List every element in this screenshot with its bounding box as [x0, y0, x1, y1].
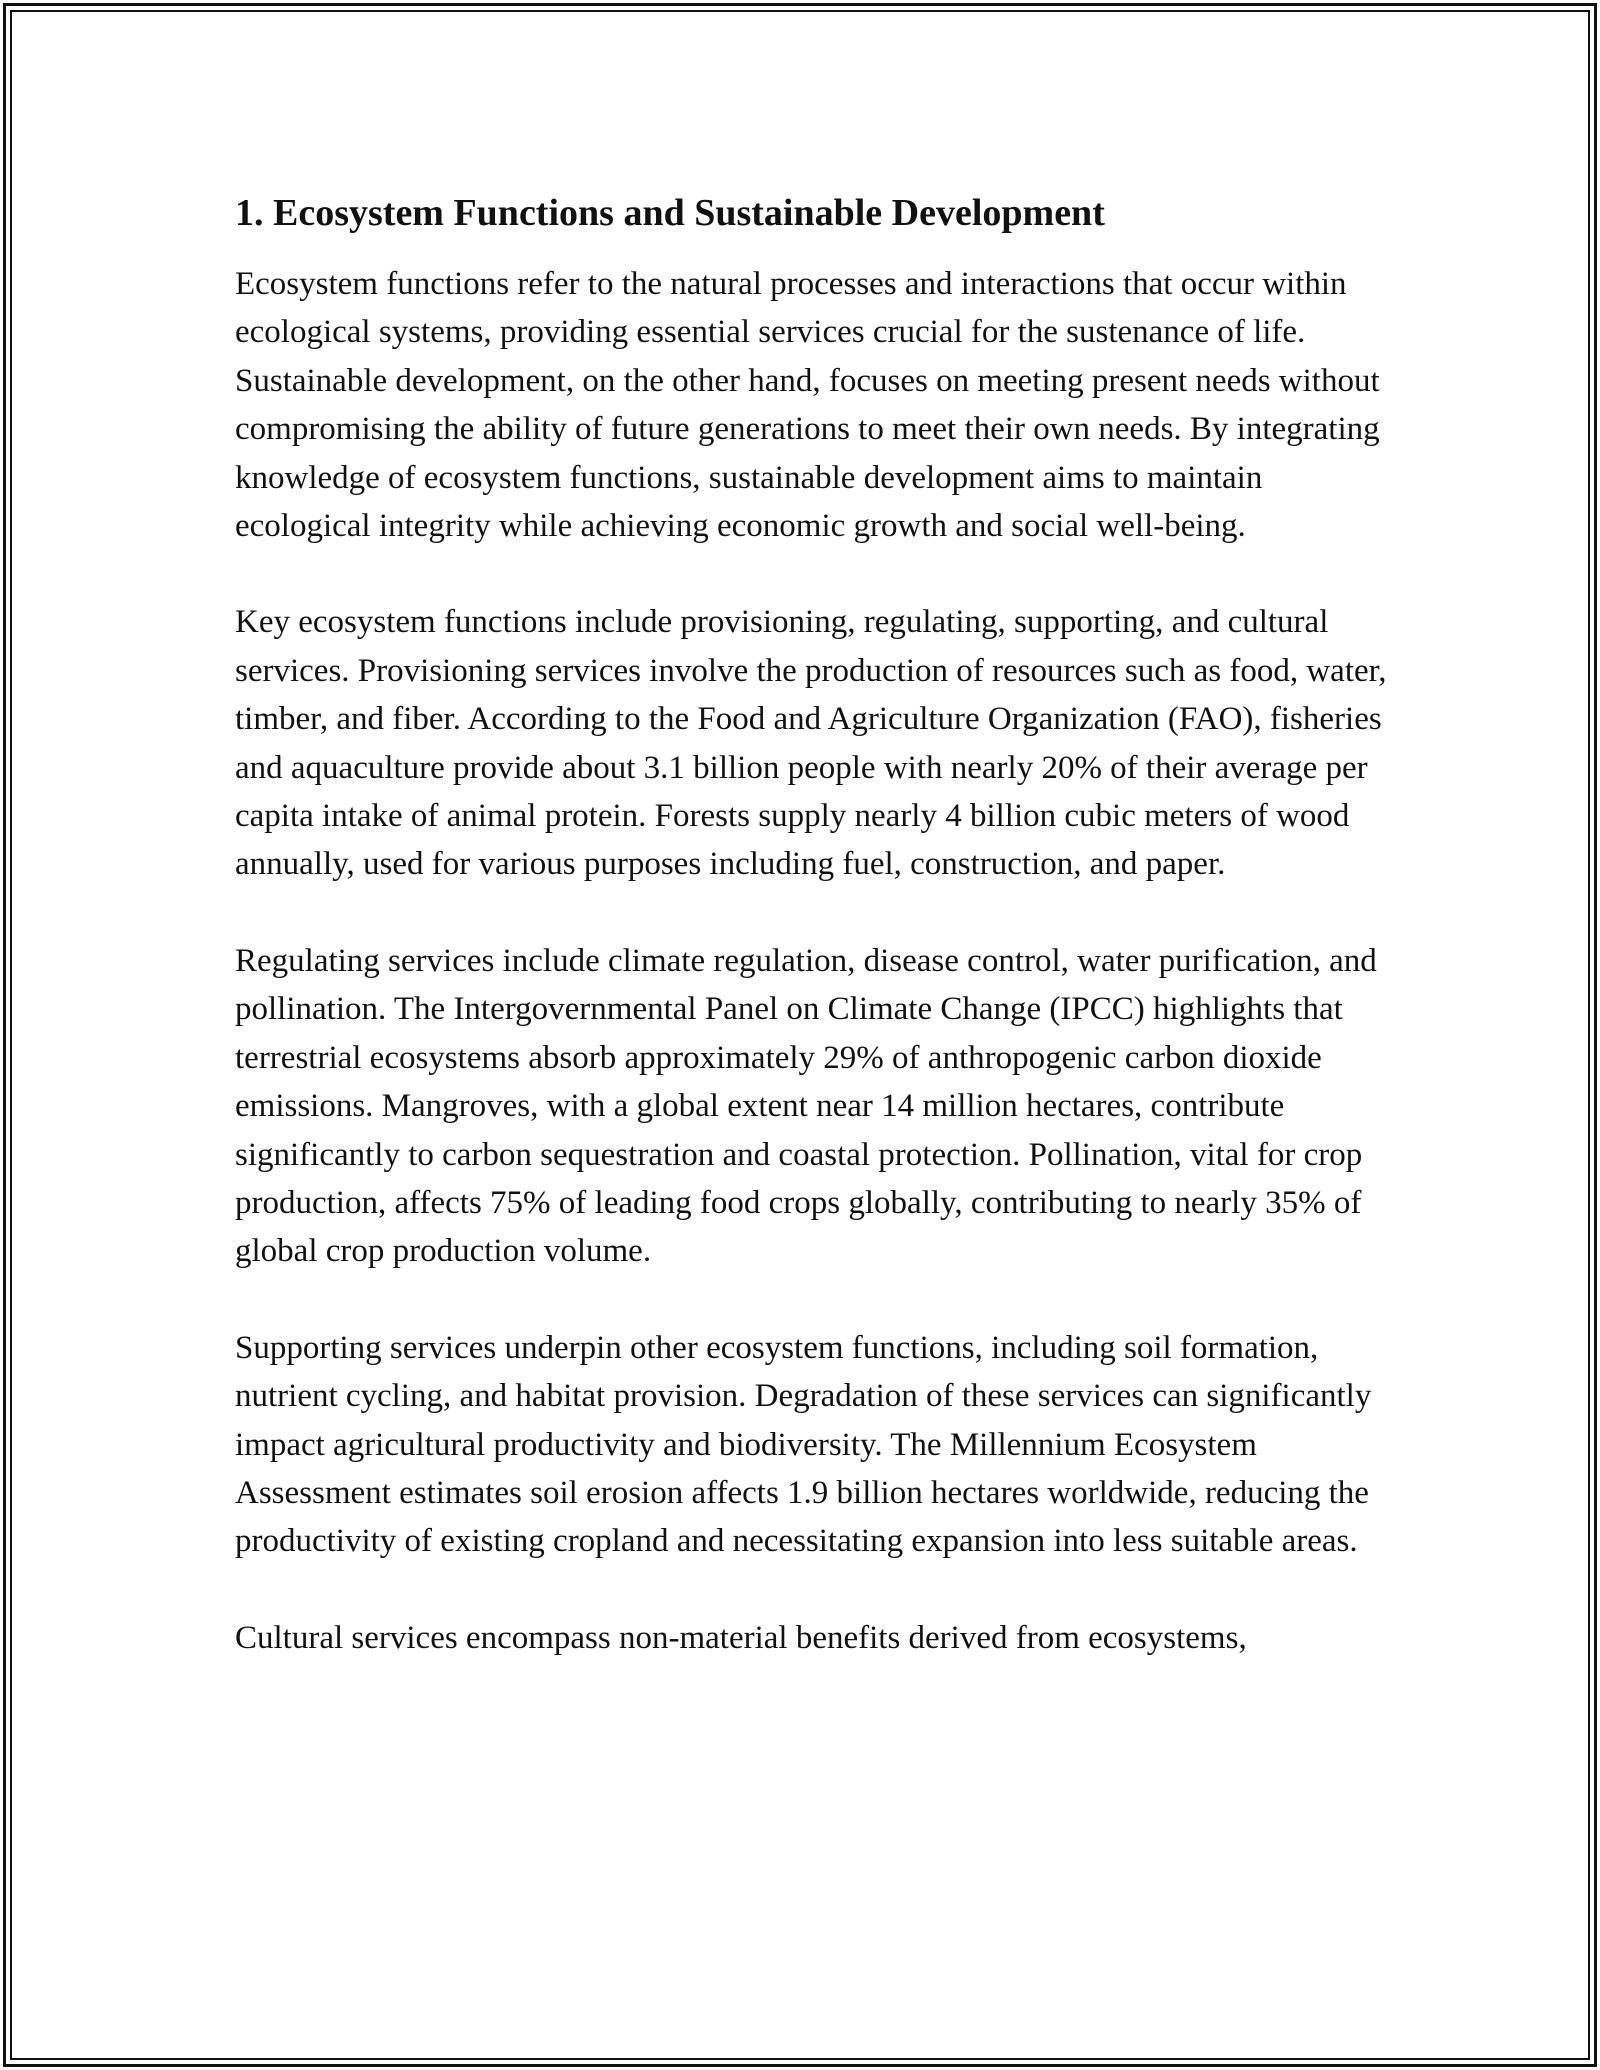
paragraph-regulating-services: Regulating services include climate regulation, disease control, water purification, and pollination. The Intergovernmental Panel on Climate Change (IPCC) highlights that terrestrial ecosystems absorb approximately 29% of anthropogenic carbon dioxide emissions. Mangroves, with a global extent near 14 million hectares, contribute significantly to carbon sequestration and coastal protection. Pollination, vital for crop production, affects 75% of leading food crops globally, contributing to nearly 35% of global crop production volume. [235, 942, 1377, 1270]
paragraph-key-functions: Key ecosystem functions include provisioning, regulating, supporting, and cultural services. Provisioning services involve the production of resources such as food, water, timber, and fiber. According to the Food and Agriculture Organization (FAO), fisheries and aquaculture provide about 3.1 billion people with nearly 20% of their average per capita intake of animal protein. Forests supply nearly 4 billion cubic meters of wood annually, used for various purposes including fuel, construction, and paper. [235, 604, 1387, 883]
paragraph-intro: Ecosystem functions refer to the natural processes and interactions that occur within ecological systems, providing essential services crucial for the sustenance of life. Sustainable development, on the other hand, focuses on meeting present needs without compromising the ability of future generations to meet their own needs. By integrating knowledge of ecosystem functions, sustainable development aims to maintain ecological integrity while achieving economic growth and social well-being. [235, 266, 1380, 545]
paragraph-cultural-services: Cultural services encompass non-material benefits derived from ecosystems, [235, 1619, 1247, 1656]
document-body [235, 186, 1390, 1710]
section-heading: 1. Ecosystem Functions and Sustainable Development [235, 192, 1105, 234]
paragraph-supporting-services: Supporting services underpin other ecosystem functions, including soil formation, nutrient cycling, and habitat provision. Degradation of these services can significantly impact agricultural productivity and biodiversity. The Millennium Ecosystem Assessment estimates soil erosion affects 1.9 billion hectares worldwide, reducing the productivity of existing cropland and necessitating expansion into less suitable areas. [235, 1329, 1372, 1560]
